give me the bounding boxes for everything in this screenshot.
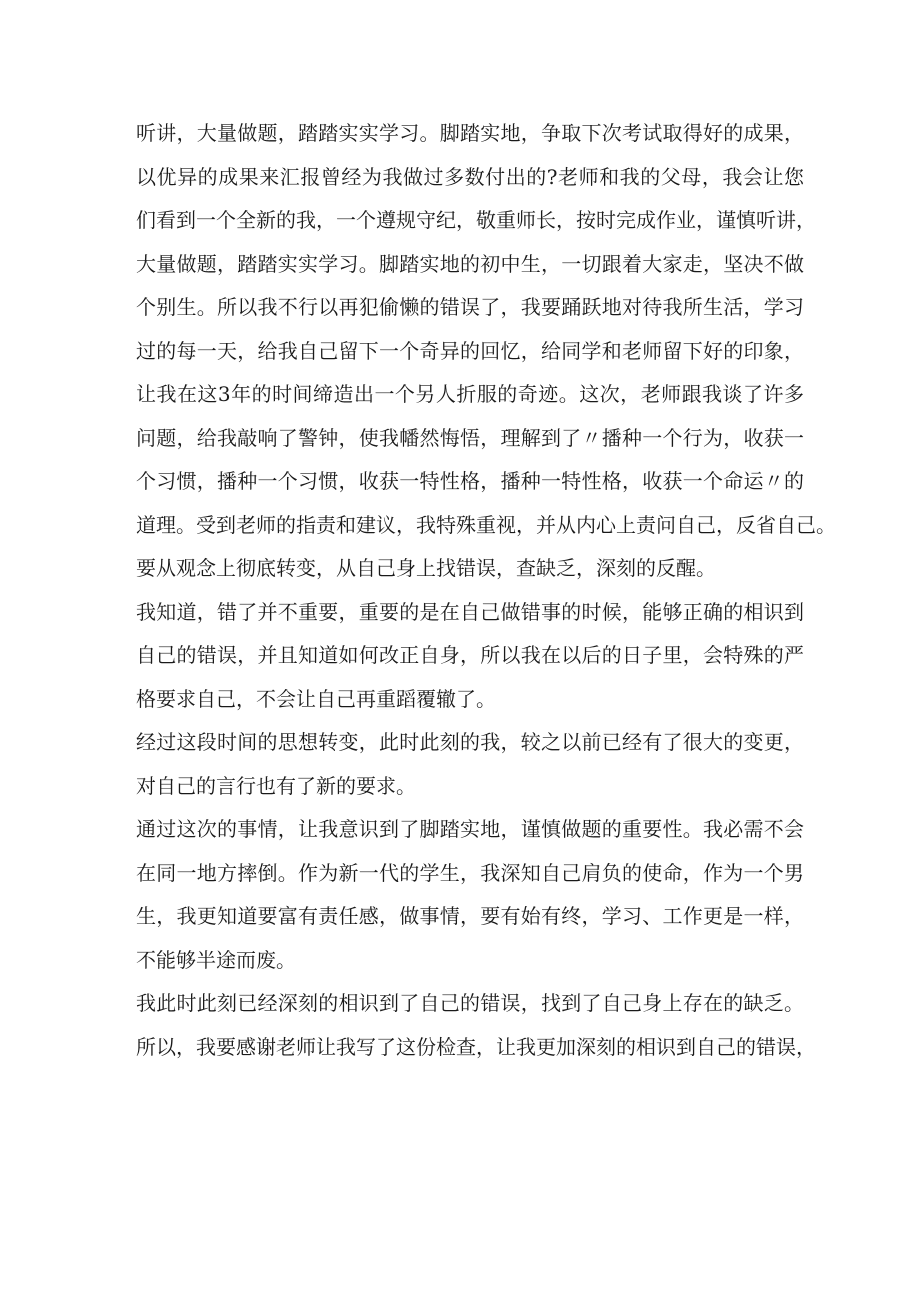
text-line: 大量做题，踏踏实实学习。脚踏实地的初中生，一切跟着大家走，坚决不做 bbox=[136, 251, 804, 276]
text-line: 对自己的言行也有了新的要求。 bbox=[136, 773, 416, 798]
text-line: 以优异的成果来汇报曾经为我做过多数付出的?老师和我的父母，我会让您 bbox=[136, 164, 804, 189]
text-line: 我知道，错了并不重要，重要的是在自己做错事的时候，能够正确的相识到 bbox=[136, 599, 804, 624]
text-line: 我此时此刻已经深刻的相识到了自己的错误，找到了自己身上存在的缺乏。 bbox=[136, 991, 804, 1015]
text-line: 道理。受到老师的指责和建议，我特殊重视，并从内心上责问自己，反省自己。 bbox=[136, 512, 836, 537]
text-line: 个别生。所以我不行以再犯偷懒的错误了，我要踊跃地对待我所生活，学习 bbox=[136, 295, 804, 319]
text-line: 过的每一天，给我自己留下一个奇异的回忆，给同学和老师留下好的印象， bbox=[136, 338, 804, 363]
text-line: 格要求自己，不会让自己再重蹈覆辙了。 bbox=[136, 686, 496, 711]
text-line: 经过这段时间的思想转变，此时此刻的我，较之以前已经有了很大的变更， bbox=[136, 730, 804, 754]
text-line: 要从观念上彻底转变，从自己身上找错误，查缺乏，深刻的反醒。 bbox=[136, 556, 716, 580]
text-line: 生，我更知道要富有责任感，做事情，要有始有终，学习、工作更是一样， bbox=[136, 904, 804, 928]
text-line: 问题，给我敲响了警钟，使我幡然悔悟，理解到了〃播种一个行为，收获一 bbox=[136, 425, 804, 450]
text-line: 自己的错误，并且知道如何改正自身，所以我在以后的日子里，会特殊的严 bbox=[136, 643, 804, 667]
text-line: 听讲，大量做题，踏踏实实学习。脚踏实地，争取下次考试取得好的成果， bbox=[136, 121, 804, 145]
text-line: 让我在这3年的时间缔造出一个另人折服的奇迹。这次，老师跟我谈了许多 bbox=[136, 382, 804, 406]
text-line: 所以，我要感谢老师让我写了这份检查，让我更加深刻的相识到自己的错误， bbox=[136, 1034, 816, 1059]
text-line: 在同一地方摔倒。作为新一代的学生，我深知自己肩负的使命，作为一个男 bbox=[136, 860, 804, 885]
body-text bbox=[136, 112, 836, 1069]
text-line: 通过这次的事情，让我意识到了脚踏实地，谨慎做题的重要性。我必需不会 bbox=[136, 817, 804, 841]
text-line: 们看到一个全新的我，一个遵规守纪，敬重师长，按时完成作业，谨慎听讲， bbox=[136, 208, 816, 232]
text-line: 个习惯，播种一个习惯，收获一特性格，播种一特性格，收获一个命运〃的 bbox=[136, 469, 804, 493]
text-line: 不能够半途而废。 bbox=[136, 947, 296, 972]
